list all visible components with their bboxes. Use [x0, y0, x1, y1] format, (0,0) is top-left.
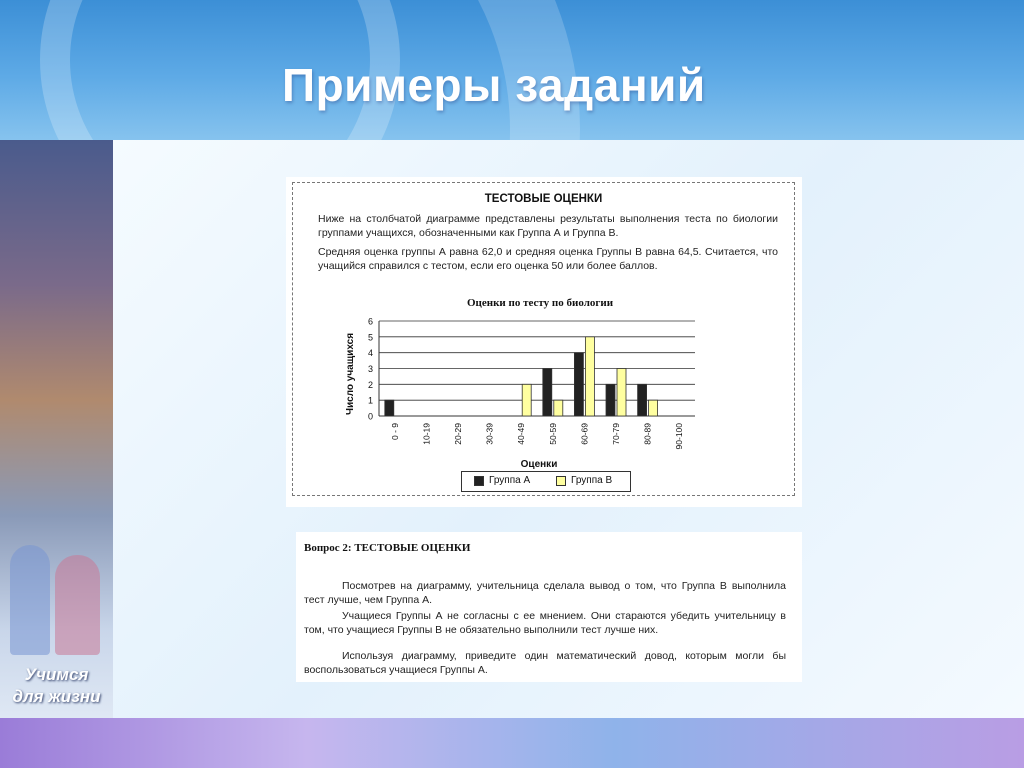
bar-group-a-0 — [385, 400, 394, 416]
chart-y-tick-label: 6 — [367, 316, 373, 327]
question-paragraph-2: Учащиеся Группы А не согласны с ее мнением. Они стараются убедить учительницу в том, что учащиеся Группы В не обязательно выполнили тест лучше них. — [304, 610, 786, 636]
chart-x-tick-label: 20-29 — [453, 423, 463, 445]
chart-y-tick-label: 3 — [367, 364, 373, 374]
bar-group-b-5 — [554, 400, 563, 416]
bar-group-b-4 — [522, 384, 531, 416]
chart-x-tick-label: 90-100 — [674, 423, 685, 450]
bar-group-b-7 — [617, 369, 626, 417]
chart-x-tick-label: 40-49 — [516, 423, 527, 445]
tagline-line-2: для жизни — [12, 687, 101, 706]
bar-group-a-6 — [574, 353, 583, 416]
chart-x-tick-label: 70-79 — [611, 423, 621, 445]
legend-label-group-a: Группа А — [489, 475, 531, 486]
legend-item-group-b — [556, 475, 612, 486]
chart-x-tick-label: 10-19 — [421, 423, 432, 445]
chart-y-tick-label: 1 — [367, 395, 373, 406]
chart-title: Оценки по тесту по биологии — [466, 297, 614, 309]
question-title: Вопрос 2: ТЕСТОВЫЕ ОЦЕНКИ — [304, 542, 471, 554]
task-card — [286, 177, 802, 507]
legend-item-group-a — [474, 475, 530, 486]
question-paragraph-1: Посмотрев на диаграмму, учительница сделала вывод о том, что Группа В выполнила тест лучше, чем Группа А. — [304, 580, 786, 606]
chart-y-tick-label: 2 — [367, 379, 373, 390]
chart-x-tick-label: 60-69 — [579, 423, 590, 445]
task-paragraph-2: Средняя оценка группы А равна 62,0 и средняя оценка Группы В равна 64,5. Считается, что учащийся справился с тестом, если его оценка 50 или более баллов. — [318, 246, 778, 272]
question-paragraph-3: Используя диаграмму, приведите один математический довод, которым могли бы воспользоваться учащиеся Группы А. — [304, 650, 786, 676]
chart-legend — [461, 471, 631, 492]
bar-group-a-7 — [606, 384, 615, 416]
bar-group-a-8 — [638, 384, 647, 416]
task-heading: ТЕСТОВЫЕ ОЦЕНКИ — [484, 193, 603, 205]
question-card — [296, 532, 802, 682]
legend-swatch-group-a — [474, 476, 484, 486]
left-photo-strip — [0, 140, 113, 718]
chart-y-tick-label: 5 — [367, 332, 373, 343]
chart-x-tick-label: 30-39 — [484, 423, 495, 445]
bar-group-b-8 — [649, 400, 658, 416]
silhouette-figure-image — [10, 545, 50, 655]
legend-swatch-group-b — [556, 476, 566, 486]
task-paragraph-1: Ниже на столбчатой диаграмме представлены результаты выполнения теста по биологии группами учащихся, обозначенными как Группа А и Группа В. — [318, 213, 778, 239]
chart-x-axis-label: Оценки — [520, 459, 558, 470]
tagline-line-1: Учимся — [24, 665, 89, 684]
chart-y-axis-label: Число учащихся — [345, 332, 356, 416]
chart-y-tick-label: 4 — [367, 348, 373, 359]
bar-group-a-5 — [543, 369, 552, 417]
task-card-border — [292, 182, 795, 496]
page-title: Примеры заданий — [282, 59, 706, 111]
footer-background — [0, 718, 1024, 768]
chart-x-tick-label: 80-89 — [642, 423, 653, 445]
legend-label-group-b: Группа В — [571, 475, 613, 486]
chart-y-tick-label: 0 — [367, 411, 373, 422]
silhouette-figure-image — [55, 555, 100, 655]
chart-x-tick-label: 0 - 9 — [389, 423, 400, 441]
bar-chart — [293, 183, 794, 495]
chart-x-tick-label: 50-59 — [547, 423, 558, 445]
bar-group-b-6 — [585, 337, 594, 416]
tagline — [0, 664, 113, 708]
